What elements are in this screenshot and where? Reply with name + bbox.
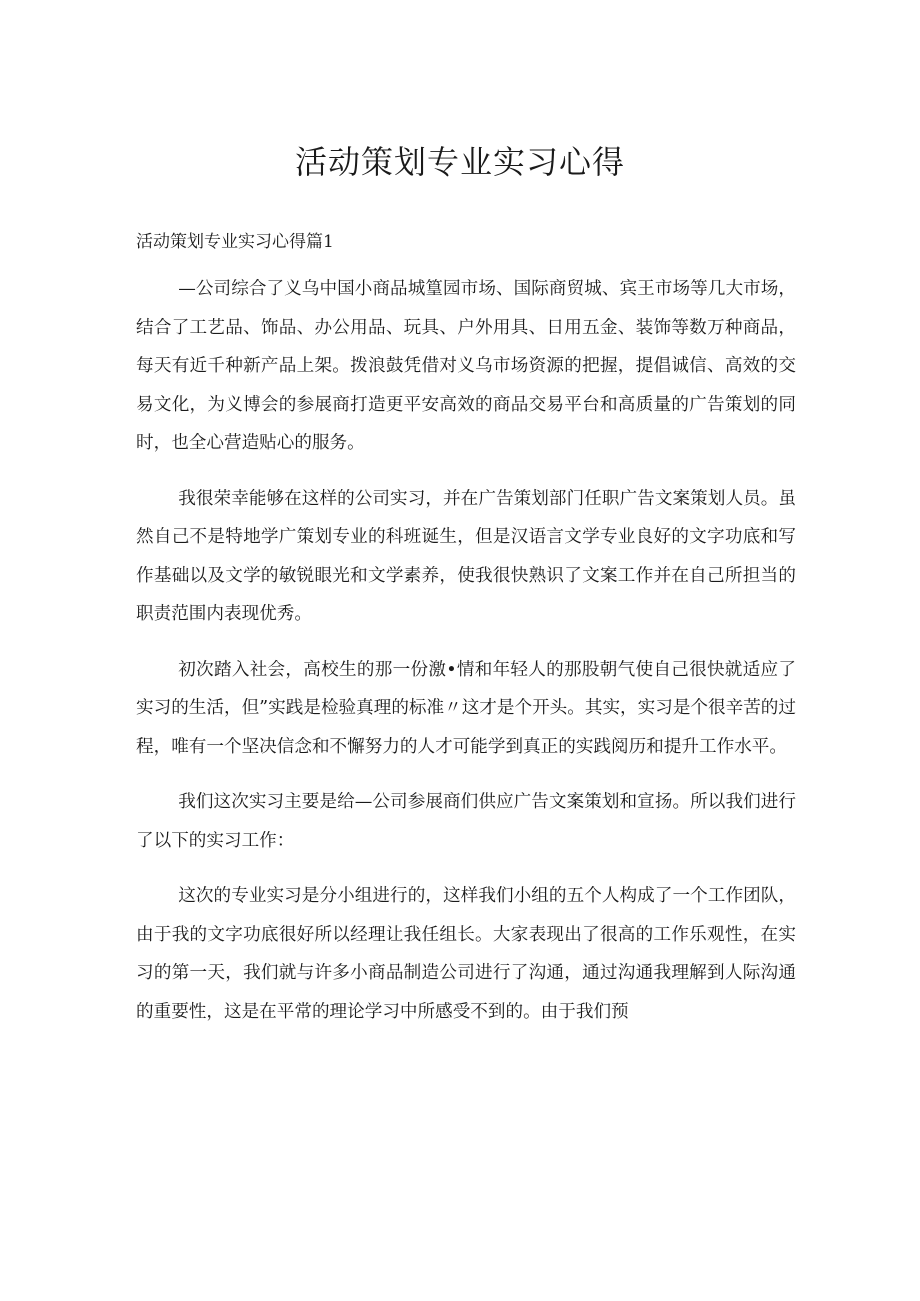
paragraph-3: 初次踏入社会，高校生的那一份激•情和年轻人的那股朝气使自己很快就适应了实习的生活，但”实践是检验真理的标准〃这才是个开头。其实，实习是个很辛苦的过程，唯有一个坚决信念和不懈努力的人才可能学到真正的实践阅历和提升工作水平。 [136, 659, 796, 757]
paragraph-4: 我们这次实习主要是给—公司参展商们供应广告文案策划和宣扬。所以我们进行了以下的实习工作： [136, 792, 796, 851]
paragraph-1: —公司综合了义乌中国小商品城篁园市场、国际商贸城、宾王市场等几大市场，结合了工艺品、饰品、办公用品、玩具、户外用具、日用五金、装饰等数万种商品，每天有近千种新产品上架。拨浪鼓凭借对义乌市场资源的把握，提倡诚信、高效的交易文化，为义博会的参展商打造更平安高效的商品交易平台和高质量的广告策划的同时，也全心营造贴心的服务。 [136, 279, 796, 453]
section-heading: 活动策划专业实习心得篇1 [136, 232, 334, 252]
document-title: 活动策划专业实习心得 [294, 143, 625, 181]
paragraph-2: 我很荣幸能够在这样的公司实习，并在广告策划部门任职广告文案策划人员。虽然自己不是特地学广策划专业的科班诞生，但是汉语言文学专业良好的文字功底和写作基础以及文学的敏锐眼光和文学素养，使我很快熟识了文案工作并在自己所担当的职责范围内表现优秀。 [136, 488, 796, 624]
document-body [136, 270, 796, 1048]
paragraph-5: 这次的专业实习是分小组进行的，这样我们小组的五个人构成了一个工作团队，由于我的文字功底很好所以经理让我任组长。大家表现出了很高的工作乐观性，在实习的第一天，我们就与许多小商品制造公司进行了沟通，通过沟通我理解到人际沟通的重要性，这是在平常的理论学习中所感受不到的。由于我们预 [136, 886, 796, 1022]
